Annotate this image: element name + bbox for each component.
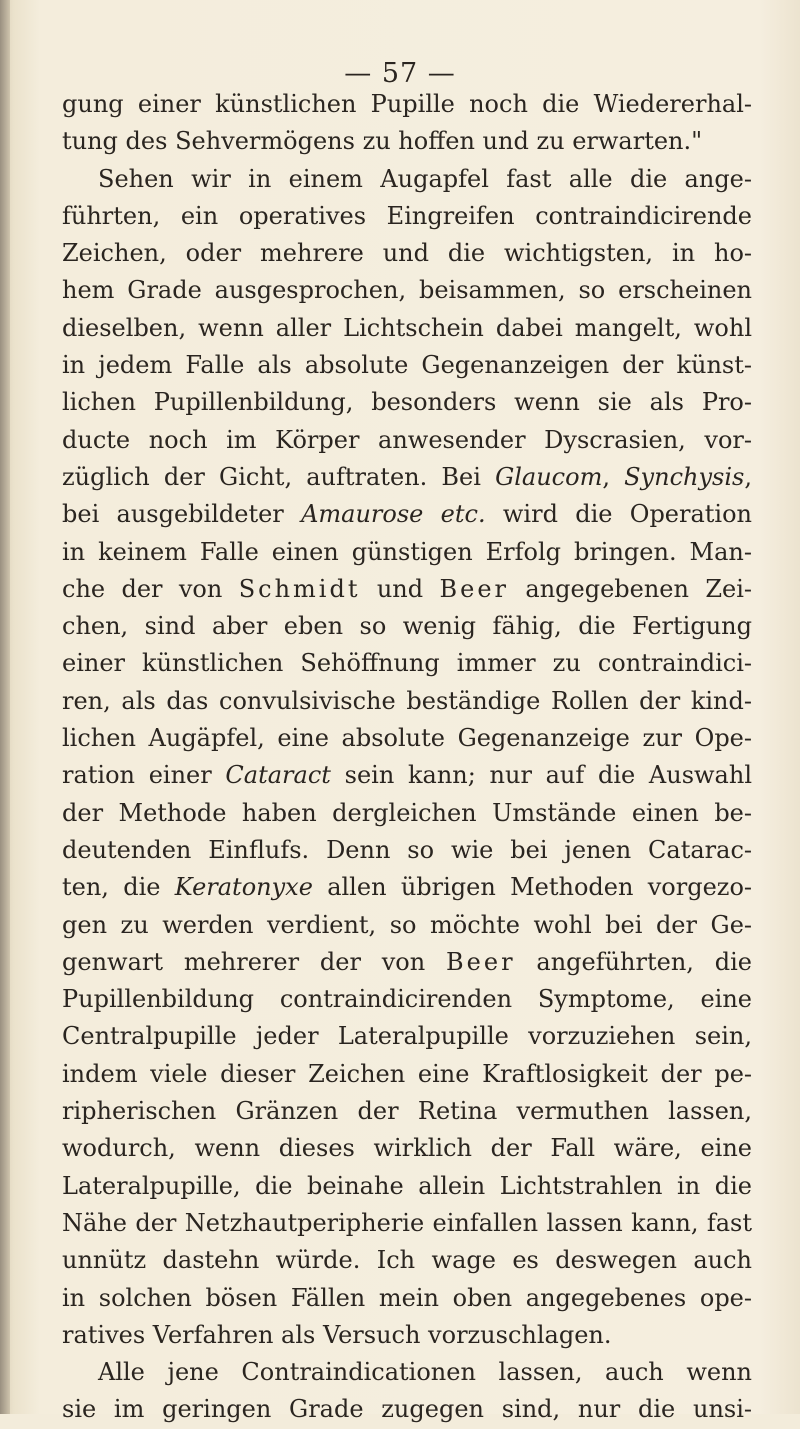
emphasis-term: Glaucom [495,462,603,491]
text-line: che der von Schmidt und Beer angegebenen Zei- [62,574,752,603]
text-line: unnütz dastehn würde. Ich wage es deswegen auch [62,1246,752,1275]
text-line: Sehen wir in einem Augapfel fast alle die ange- [98,164,752,193]
text-line: ripherischen Gränzen der Retina vermuthen lassen, [62,1097,752,1126]
text-line: tung des Sehvermögens zu hoffen und zu erwarten." [62,127,703,156]
text-line: ten, die Keratonyxe allen übrigen Methoden vorgezo- [62,873,753,902]
text-line: Lateralpupille, die beinahe allein Lichtstrahlen in die [62,1171,752,1200]
text-line: Zeichen, oder mehrere und die wichtigsten, in ho- [62,239,752,268]
body-text [62,86,752,1429]
text-line: ratives Verfahren als Versuch vorzuschlagen. [62,1320,612,1349]
text-line: lichen Pupillenbildung, besonders wenn sie als Pro- [62,388,752,417]
text-line: gung einer künstlichen Pupille noch die Wiedererhal- [62,90,752,118]
text-line: in keinem Falle einen günstigen Erfolg bringen. Man- [62,537,752,566]
text-line: deutenden Einflufs. Denn so wie bei jenen Catarac- [62,835,752,864]
text-line: ren, als das convulsivische beständige Rollen der kind- [62,686,752,715]
text-line: in jedem Falle als absolute Gegenanzeigen der künst- [62,351,752,380]
text-line: genwart mehrerer der von Beer angeführten, die [62,947,752,976]
text-line: ration einer Cataract sein kann; nur auf die Auswahl [62,761,752,790]
author-name: Beer [439,574,510,603]
emphasis-term: Synchysis [624,462,745,491]
emphasis-term: Cataract [225,761,331,790]
text-line: bei ausgebildeter Amaurose etc. wird die Operation [62,500,753,529]
text-line: ducte noch im Körper anwesender Dyscrasien, vor- [62,425,752,454]
text-line: chen, sind aber eben so wenig fähig, die Fertigung [62,612,752,641]
author-name: Schmidt [238,574,361,603]
page-number: — 57 — [344,58,456,89]
emphasis-term: Keratonyxe [174,873,313,902]
text-line: Centralpupille jeder Lateralpupille vorzuziehen sein, [62,1022,752,1051]
text-line: einer künstlichen Sehöffnung immer zu contraindici- [62,649,752,678]
text-line: lichen Augäpfel, eine absolute Gegenanzeige zur Ope- [62,724,752,753]
text-line: führten, ein operatives Eingreifen contraindicirende [62,201,752,230]
text-line: wodurch, wenn dieses wirklich der Fall wäre, eine [62,1134,752,1163]
text-line: der Methode haben dergleichen Umstände einen be- [62,798,752,827]
book-spine-edge [0,0,10,1414]
text-line: Nähe der Netzhautperipherie einfallen lassen kann, fast [62,1208,752,1237]
text-line: gen zu werden verdient, so möchte wohl bei der Ge- [62,910,752,939]
text-line: hem Grade ausgesprochen, beisammen, so erscheinen [62,276,752,305]
text-line: indem viele dieser Zeichen eine Kraftlosigkeit der pe- [62,1059,752,1088]
text-line: züglich der Gicht, auftraten. Bei Glaucom, Synchysis, [62,462,752,491]
text-line: Alle jene Contraindicationen lassen, auch wenn [98,1358,752,1387]
text-line: dieselben, wenn aller Lichtschein dabei mangelt, wohl [62,313,752,342]
text-line: Pupillenbildung contraindicirenden Symptome, eine [62,985,752,1014]
author-name: Beer [446,947,516,976]
text-line: in solchen bösen Fällen mein oben angegebenes ope- [62,1283,752,1312]
emphasis-term: Amaurose etc. [301,500,486,529]
text-line: sie im geringen Grade zugegen sind, nur die unsi- [62,1395,752,1424]
